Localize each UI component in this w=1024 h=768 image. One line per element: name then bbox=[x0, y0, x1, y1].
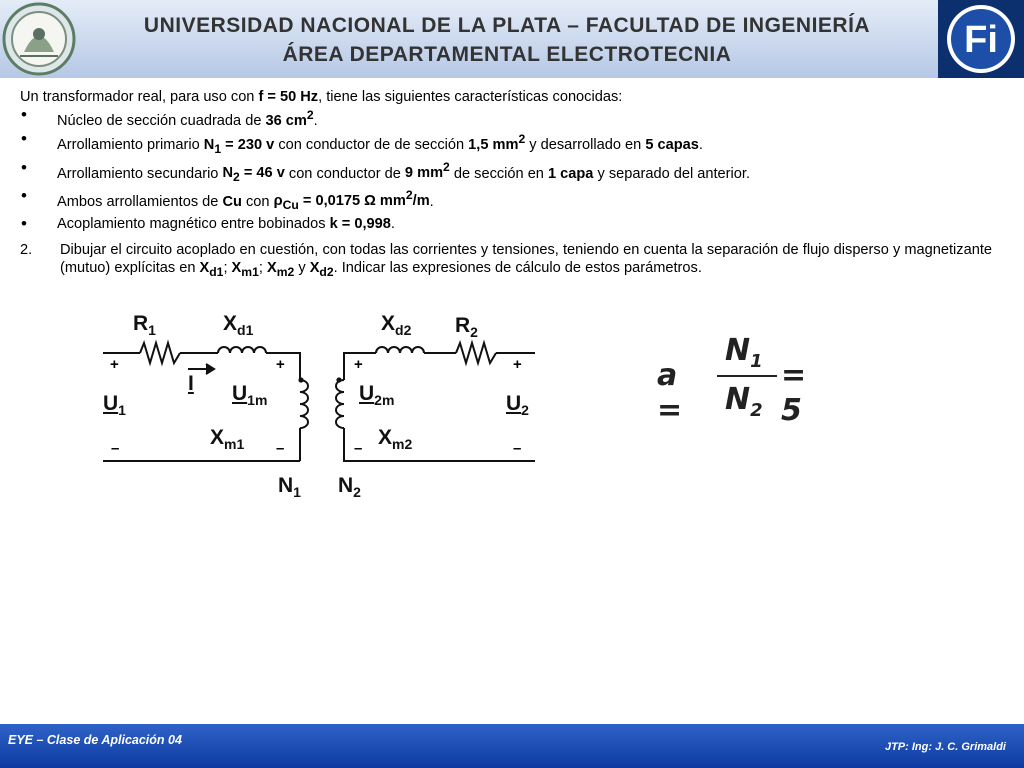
minus-sign-u2: – bbox=[513, 440, 522, 457]
u1-label: $U_1$ bbox=[103, 392, 126, 419]
xm1-label: $X_{m1}$ bbox=[210, 426, 245, 453]
ratio-result: = 5 bbox=[781, 358, 807, 428]
r2-resistor bbox=[456, 343, 496, 363]
fraction-bar bbox=[717, 375, 777, 377]
u1m-label: $U_{1m}$ bbox=[232, 382, 268, 409]
characteristics-list bbox=[20, 106, 992, 233]
xd2-label: $X_{d2}$ bbox=[381, 312, 412, 339]
n2-label: $N_2$ bbox=[338, 474, 361, 501]
slide-footer bbox=[0, 724, 1024, 768]
circuit-wires bbox=[90, 300, 550, 510]
problem-statement bbox=[20, 88, 992, 281]
list-item-core: • Núcleo de sección cuadrada de 36 $cm^2$. bbox=[20, 106, 992, 130]
minus-sign-u1m: – bbox=[276, 440, 285, 457]
plus-sign-u2: + bbox=[513, 356, 522, 373]
plus-sign-u1m: + bbox=[276, 356, 285, 373]
task-number: 2. bbox=[20, 241, 33, 258]
plus-sign-u1: + bbox=[110, 356, 119, 373]
author-label: JTP: Ing: J. C. Grimaldi bbox=[884, 741, 1006, 753]
xm2-inductor bbox=[336, 380, 344, 428]
polarity-dot-secondary bbox=[336, 377, 341, 382]
intro-line: Un transformador real, para uso con f = 50 Hz, tiene las siguientes características conocidas: bbox=[20, 89, 623, 105]
xd1-label: $X_{d1}$ bbox=[223, 312, 254, 339]
course-label: EYE – Clase de Aplicación 04 bbox=[8, 733, 182, 747]
xd1-inductor bbox=[218, 347, 266, 353]
university-title: UNIVERSIDAD NACIONAL DE LA PLATA – FACULTAD DE INGENIERÍA bbox=[143, 14, 871, 37]
polarity-dot-primary bbox=[298, 377, 303, 382]
xm1-inductor bbox=[300, 380, 308, 428]
minus-sign-u2m: – bbox=[354, 440, 363, 457]
list-item-secondary: • Arrollamiento secundario $N_2 = 46$ v con conductor de 9 $mm^2$ de sección en 1 capa y separado del anterior. bbox=[20, 159, 992, 187]
unlp-logo bbox=[2, 2, 76, 76]
xd2-inductor bbox=[376, 347, 424, 353]
ratio-symbol: a = bbox=[657, 358, 683, 428]
fi-logo-text: Fi bbox=[964, 19, 998, 61]
denominator-n2: $N_2$ bbox=[725, 382, 763, 421]
minus-sign-u1: – bbox=[111, 440, 120, 457]
task-item: 2. Dibujar el circuito acoplado en cuestión, con todas las corrientes y tensiones, teniendo en cuenta la separación de flujo disperso y magnetizante (mutuo) explícitas en $X_{d1}$; $X_{m1}$; $X_{m2}$ y $X_{d2}$. Indicar las expresiones de cálculo de estos parámetros. bbox=[20, 241, 992, 280]
xm2-label: $X_{m2}$ bbox=[378, 426, 413, 453]
u2m-label: $U_{2m}$ bbox=[359, 382, 395, 409]
list-item-primary: • Arrollamiento primario $N_1 = 230$ v con conductor de de sección 1,5 $mm^2$ y desarrollado en 5 capas. bbox=[20, 130, 992, 158]
list-item-copper: • Ambos arrollamientos de Cu con $\rho_{Cu} = 0,0175$ Ω $mm^2/m$. bbox=[20, 187, 992, 215]
r1-resistor bbox=[140, 343, 180, 363]
r2-label: $R_2$ bbox=[455, 314, 478, 341]
department-title: ÁREA DEPARTAMENTAL ELECTROTECNIA bbox=[282, 43, 732, 66]
current-label: I bbox=[188, 372, 194, 395]
numerator-n1: $N_1$ bbox=[725, 333, 763, 372]
n1-label: $N_1$ bbox=[278, 474, 301, 501]
fi-logo bbox=[938, 0, 1024, 78]
plus-sign-u2m: + bbox=[354, 356, 363, 373]
list-item-coupling: • Acoplamiento magnético entre bobinados k = 0,998. bbox=[20, 215, 992, 233]
r1-label: $R_1$ bbox=[133, 312, 156, 339]
u2-label: $U_2$ bbox=[506, 392, 529, 419]
slide-header bbox=[0, 0, 1024, 78]
